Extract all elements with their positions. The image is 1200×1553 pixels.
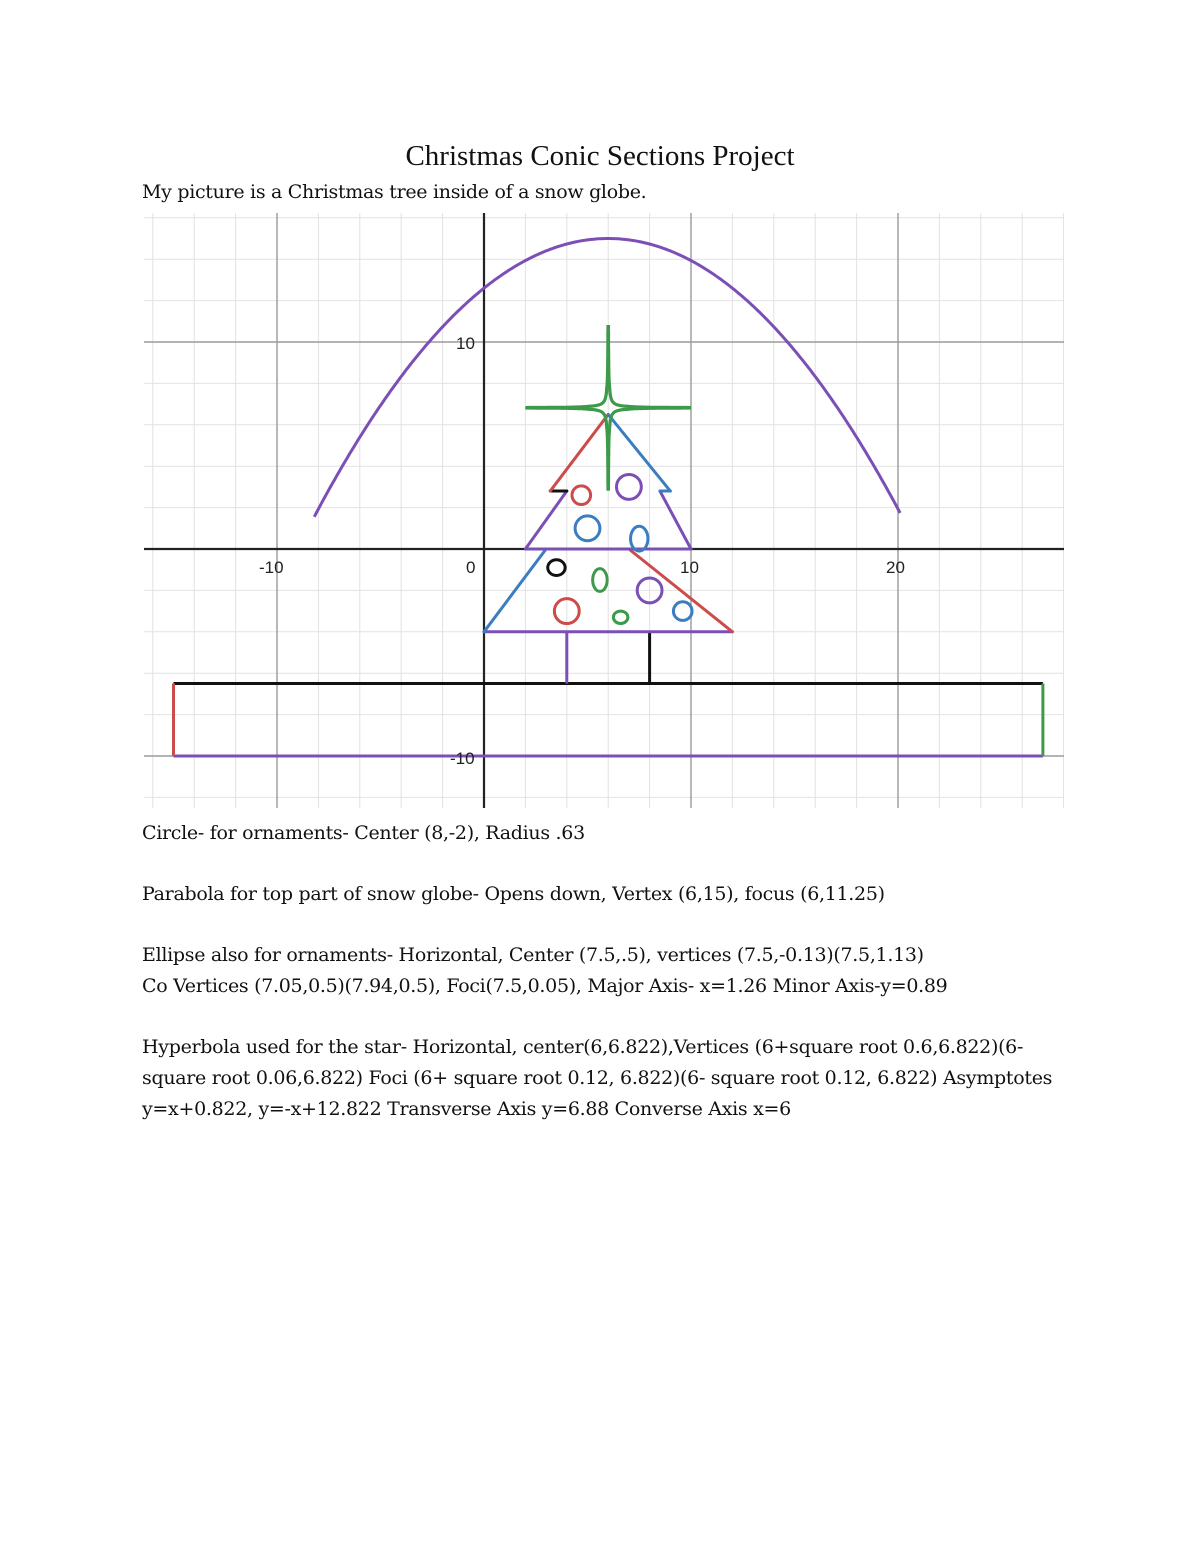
notes	[142, 818, 1062, 1155]
note-ellipse	[142, 940, 1062, 1002]
tick-x-neg10: -10	[259, 558, 284, 577]
tick-labels	[259, 334, 905, 768]
tick-y-10: 10	[456, 334, 475, 353]
star-top-right	[609, 325, 635, 407]
tick-x-10: 10	[680, 558, 699, 577]
ornament-circle	[616, 474, 641, 499]
ornament-circle	[548, 560, 565, 576]
note-hyperbola: Hyperbola used for the star- Horizontal, center(6,6.822),Vertices (6+square root 0.6,6.822)(6- square root 0.06,6.822) Foci (6+ square root 0.12, 6.822)(6- square root 0.12, 6.822) Asymptotes y=x+0.822, y=-x+12.822 Transverse Axis y=6.88 Converse Axis x=6	[142, 1036, 1053, 1120]
note-ellipse-line2: Co Vertices (7.05,0.5)(7.94,0.5), Foci(7.5,0.05), Major Axis- x=1.26 Minor Axis-y=0.89	[142, 975, 948, 997]
note-parabola: Parabola for top part of snow globe- Opens down, Vertex (6,15), focus (6,11.25)	[142, 883, 885, 905]
ornament-circle	[613, 611, 627, 623]
tick-y-neg10: -10	[450, 749, 475, 768]
star-top-left	[582, 325, 608, 407]
note-circle: Circle- for ornaments- Center (8,-2), Radius .63	[142, 822, 585, 844]
ornament-circle	[572, 486, 591, 505]
axes	[144, 213, 1064, 808]
tree-middle-right	[660, 491, 691, 549]
ornament-circle	[575, 516, 600, 541]
tick-origin: 0	[466, 558, 476, 577]
tick-x-20: 20	[886, 558, 905, 577]
note-ellipse-line1: Ellipse also for ornaments- Horizontal, Center (7.5,.5), vertices (7.5,-0.13)(7.5,1.13)	[142, 944, 924, 966]
grid-minor	[144, 213, 1064, 808]
document-title: Christmas Conic Sections Project	[405, 140, 795, 172]
conic-graph	[144, 213, 1064, 808]
document-subtitle: My picture is a Christmas tree inside of a snow globe.	[142, 181, 647, 203]
ornament-circle	[673, 602, 692, 621]
ornament-ellipse	[593, 569, 607, 592]
ornament-ellipse	[631, 526, 648, 551]
tree-middle-left	[525, 491, 566, 549]
grid-major	[144, 213, 1064, 808]
tree-top-left	[550, 414, 608, 491]
